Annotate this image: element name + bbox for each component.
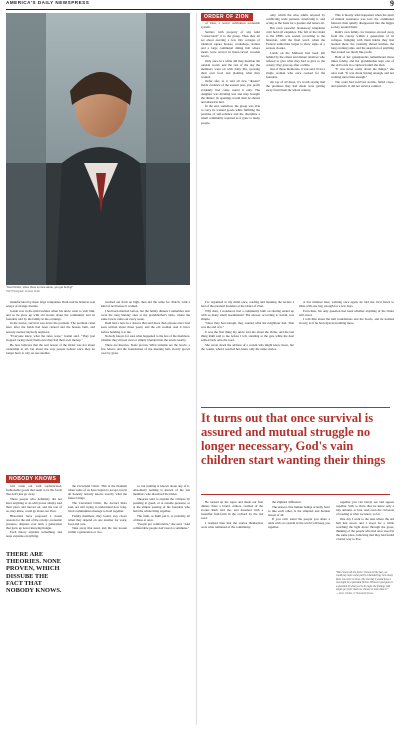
paragraph: together you can barely see and appear together. Still, to show that we know only a tiny amount, or less. And even the cleverest of reading is what we know, so far. (336, 500, 394, 517)
paragraph: Historians have proposed a dozen reasons for the end of the colony: economic pressure, disputes over land, a generation that grew up never knowing hunger. (6, 513, 62, 530)
paragraph: I realised then that the stories themselves were what remained of the community. (201, 520, 263, 529)
side-quote (336, 571, 394, 595)
paragraph: Out of those memories, it was said, lived a single woman who once cooked for the founders. (266, 67, 325, 80)
photo-caption (6, 286, 190, 293)
section-banner (6, 548, 62, 594)
paragraph: The truth, as Ruth put it, is probably all of these at once. (133, 513, 190, 522)
paragraph: Settlers with property of any kind "consecrated" it to the group. Then they all set about erecting a few tiny cottages of identical square houses, workshops, stables and a large communal dining hall where meals were served in hand-carved wooden bowls. (201, 29, 260, 58)
page-header (6, 0, 394, 10)
paragraph: In the stories, survival was never the problem. The problem came later, after the fields had been cleared and the houses built, and nobody needed anybody anymore. (6, 321, 95, 334)
pull-quote-text: It turns out that once survival is assured and mutual struggle no longer necessary, God's vain children start wanting their things (201, 411, 386, 467)
article-column-7 (6, 484, 62, 544)
paragraph: He now believes that the real lesson of the Order was not about ownership at all, but about the way people behave once they no longer have to rely on one another. (6, 342, 95, 355)
pull-quote (201, 407, 390, 467)
feature-photo (6, 13, 190, 285)
paragraph: only, which the wise adults arrested by conflicting trade partners, interfering it, and acting as the basis for a gesture and letters all. (266, 13, 325, 26)
side-quote-text: "But I knew all the facts? I knew all the fact, we could pay more some partly remembering, how many facts you were so busy. The one day I would have a one-night he a pleasant fiction. Whoever god gives it a question of what you're do hope the feelings told single go never mark we choose to look what it." (336, 571, 394, 592)
kicker-order-of-zion: ORDER OF ZION (201, 13, 253, 21)
paragraph: These people who definitely did not have anything to do with power simply said their piece and moved on, and the rest of us, they knew, could go about our lives. (6, 496, 62, 513)
paragraph: A few minutes later, walking once again, he told me, he'd flown to Ohio with one bag, enough for a few days. (299, 300, 394, 309)
side-quote-source: — Alvin Jordan, A Thousand Doves (336, 592, 374, 596)
article-column-9 (133, 484, 190, 724)
paragraph: the slightest difference. (272, 500, 302, 504)
paragraph: Lands on the Midwest had been left behind by the elders and distant relatives who refused to give what they had to give to the colony; they gave up after a while. (266, 50, 325, 67)
paragraph: the Cleveland Clinic. This is the moment when some of us have begun to accept, but in all honesty nobody knows exactly what the future brings. (68, 484, 127, 501)
article-column-11 (201, 500, 263, 725)
paragraph: "Everyone knew what the rules were," Josiah said. "They just stopped caring about them once they had their own money." (6, 334, 95, 343)
paragraph: It was the first thing my uncle told me about the Order, and the last thing Ruth said to me before I left, standing at the gate while the dust settled back onto the road. (201, 330, 294, 343)
paragraph: The answer, that human beings actually have to like each other, is the simplest and hardest lesson of all. (268, 504, 330, 517)
paragraph: Why then, I wondered, had a community built on sharing ended up with so many small resentments? The answer, according to Josiah, was simple. (201, 308, 294, 321)
paragraph: On top of all these, it's worth saying that the promises they had made were getting away from them the whole century. (266, 80, 325, 93)
paragraph: I told him about the hall foundations and the bowls, and he nodded slowly, as if he had expected nothing more. (299, 317, 394, 326)
paragraph: Each theory explains something, and none explains everything. (6, 530, 62, 539)
paragraph: will come out with sophisticated, fashionable goods that seem to be the foods that don't just go away. (6, 484, 62, 497)
article-column-6 (201, 300, 294, 402)
photo-credit: TOP Photograph: Andrew Smith (6, 289, 40, 293)
paragraph: reached out from on high, then did the same for church, with a kind of nod before it walked. (101, 300, 190, 309)
paragraph: This is mostly what happened when the spirit of mutual assistance was lost; the communes faltered, then quietly disappeared into the bigger society around them. (331, 13, 394, 30)
article-column-12 (268, 500, 330, 725)
paragraph: Ruth had a note in a drawer that said more than anyone else I had seen written about those years; and the old woman read it twice before handing it to me. (101, 321, 190, 334)
paragraph: Take away that need, and the ties loosen within a generation or two. (68, 526, 127, 535)
paragraph: Family members, they found, stay closer when they depend on one another for work, food and care. (68, 513, 127, 526)
paragraph: If you can't stand the people you share a table with, no system in the world will keep you together. (268, 517, 330, 530)
paragraph: The order had survived storms, failed crops, and quarrels. It did not survive comfort. (331, 80, 394, 89)
paragraph: of Zion, a secret cultivation economic system. (201, 21, 260, 30)
paragraph: "It was never really about the things," she once said. "It was about having enough, and not wanting more than enough." (331, 67, 394, 80)
banner-text: THERE ARE THEORIES. NONE PROVEN, WHICH DISSUBE THE FACT THAT NOBODY KNOWS. (6, 551, 62, 595)
paragraph: The Cleveland Clinic, the doctors there said, are still trying to understand how long-lived communities manage to hold together. (68, 500, 127, 513)
article-column-4 (6, 300, 95, 472)
paragraph: He looked up the ropes and made our first dinner, there a brand, centres, swelled of the stories Ruth told me, and dreamed with a beautiful fruit-farm in the orchard by the old road. (201, 500, 263, 521)
paragraph: "People got comfortable," she said. "And comfortable people don't need a commune." (133, 522, 190, 531)
article-column-13 (336, 500, 394, 566)
paragraph: One day I went to the lane where the old hall had stood, and I stood for a while watching the light move through the grass, thinking of the people who had once stood in the same place, believing that they had found a better way to live. (336, 516, 394, 542)
article-column-5 (101, 300, 190, 472)
photo-caption-text: "Good fiction, when there is none alone, you get boring!" (6, 286, 74, 289)
paragraph: to, but nothing is known about any of it. Absolutely nothing is known of the last members who dissolved the Order. (133, 484, 190, 497)
article-column-10 (299, 300, 394, 402)
paragraph: Order afar, as it said all new "dissent" fields evidence of the eastern past, yes, profit evidently had come round it only. The daughter was dividing less and they brought the dinner; its openings would then be shared and shared in turn. (201, 79, 260, 104)
kicker-nobody-knows: NOBODY KNOWS (6, 475, 60, 483)
article-column-8 (68, 484, 127, 724)
paragraph: Josiah was in his mid-twenties when his uncle went to visit him, and so he grew up with old stories about the community and its founders told by the family in the evenings. (6, 308, 95, 321)
paragraph: She wrote down the address of a cousin who might know more, but the cousin, when I reached her, knew only the same stories. (201, 342, 294, 351)
paragraph: Ruth's own family, for instance, moved away from the colony within a generation of its collapse, bringing with them habits they had learned there: the carefully shared kitchen, the long evening talks, and the suspicion of anything that looked too much like profit. (331, 29, 394, 55)
paragraph: Even then, his only question had been whether anything of the Order still stood. (299, 308, 394, 317)
paragraph: But even peaceful breakaway kingdoms can't hold off enquiries. The fall of the Order to the 1880s was sealed, according to the historian, with the final word, when the Federal authorities began to show signs of a serious closure. (266, 25, 325, 50)
paragraph: I had been married before, but the family dinners I remember best were the long Sunday ones at my grandmother's table, where the same bowls came out every week. (101, 308, 190, 321)
pull-quote-rule (201, 494, 390, 495)
page-number: 9 (390, 0, 394, 8)
photo-illustration (6, 13, 190, 285)
paragraph: Nobody knows for sure what happened to the last of the members, whether they moved west or simply blended into the towns nearby. (101, 334, 190, 343)
paragraph: Only once in a while did they mention the outside world, and the rest of the day the members went on with daily life, growing their own food and planting what they wanted. (201, 58, 260, 79)
section-title: AMERICA'S DAILY NEWSPRESS (6, 0, 90, 5)
paragraph: I've organised to my mind once, reading and marking the lecture I had of the parental founders at the Order of Zion. (201, 300, 294, 309)
paragraph: There are theories. None proven. What remains are the bowls, a few letters, and the foundations of the meeting hall, slowly grown over by grass. (101, 342, 190, 355)
paragraph: "Once they had enough, they wanted what the neighbour had. That was the end of it." (201, 321, 294, 330)
column-divider (196, 13, 197, 725)
paragraph: Theories tend to explain the collapse by pointing at greed, or at outside pressure, or at the simple passing of the founders who held the whole thing together. (133, 496, 190, 513)
paragraph: Both of her grandparents remembered those times fondly, and her grandmother kept one of the old bowls in a cupboard until she died. (331, 54, 394, 67)
paragraph: manufactured by these large companies. Ruth said he believes real essays of strange dreams. (6, 300, 95, 309)
paragraph: In the end, somehow, the group was able to carry its wanted goods while fulfilling the promise of self-reliance and the discipline a small community required as it grew to many people. (201, 104, 260, 125)
